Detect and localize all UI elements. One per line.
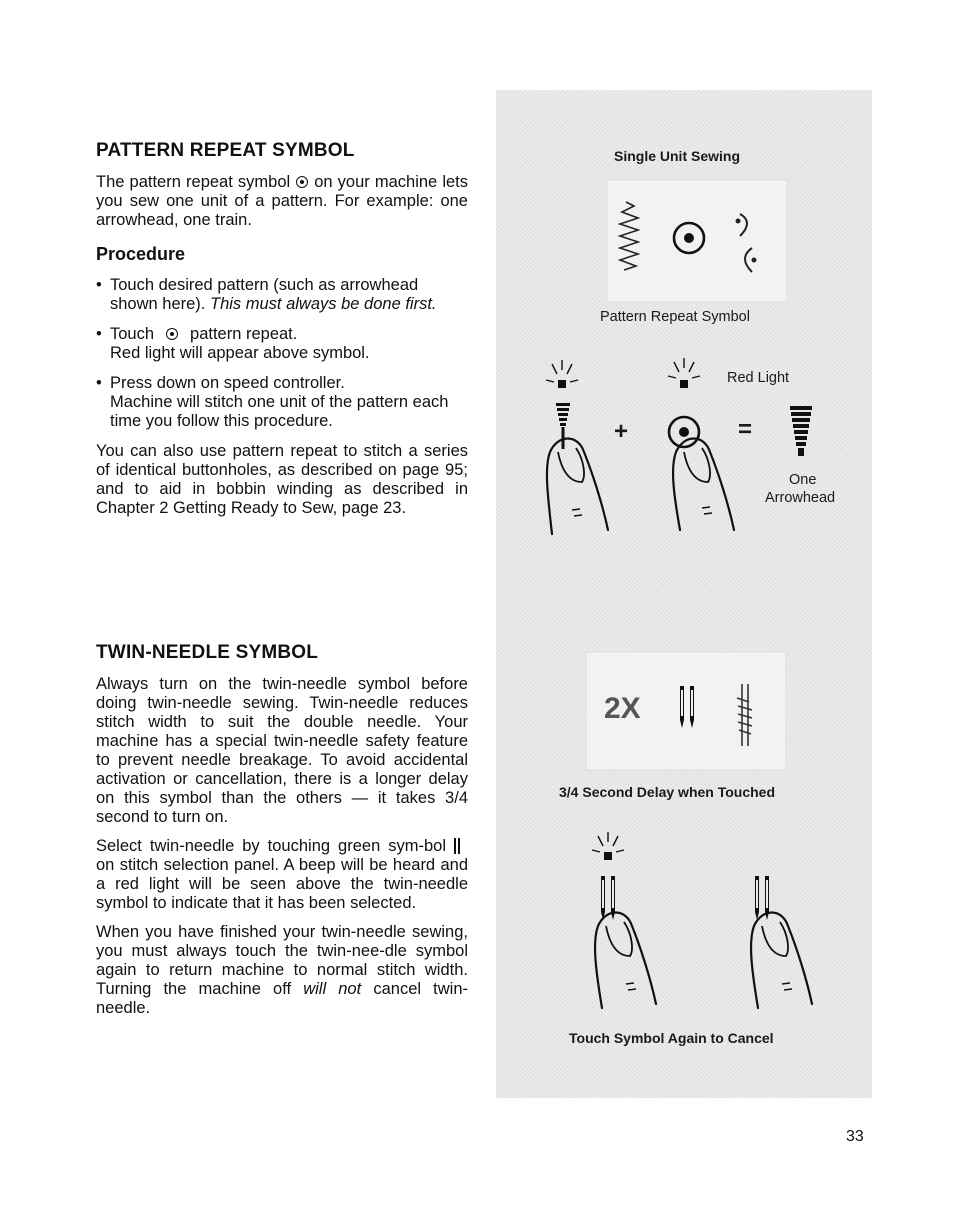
red-light-rays-icon: [546, 360, 578, 388]
procedure-step-3: • Press down on speed controller. Machine will stitch one unit of the pattern each time you follow this procedure.: [96, 374, 468, 431]
equals-sign: =: [738, 416, 753, 443]
red-light-label: Red Light: [727, 370, 790, 386]
twin-needle-inline-icon: [454, 838, 460, 854]
twin-needle-para-3: When you have finished your twin-needle sewing, you must always touch the twin-nee-dle symbol again to return machine to normal stitch width. Turning the machine off will not cancel twin-needle.: [96, 923, 469, 1017]
pattern-repeat-section: [96, 140, 468, 518]
procedure-list: [96, 276, 468, 431]
twin-needle-para-2: Select twin-needle by touching green sym-bolon stitch selection panel. A beep will be heard and a red light will be seen above the twin-needle symbol to indicate that it has been selected.: [96, 837, 468, 912]
pattern-repeat-intro: The pattern repeat symbol on your machine lets you sew one unit of a pattern. For example: one arrowhead, one train.: [96, 173, 469, 229]
delay-caption: 3/4 Second Delay when Touched: [559, 784, 776, 800]
single-arrowhead-result-icon: [790, 406, 812, 456]
red-light-rays-icon: [668, 358, 700, 388]
page-number: 33: [846, 1128, 864, 1145]
pattern-repeat-inline-icon: [296, 176, 308, 188]
twin-needle-section: [96, 642, 468, 1018]
pattern-repeat-heading: PATTERN REPEAT SYMBOL: [96, 140, 355, 161]
illustration-drawing: [496, 90, 872, 1098]
one-label: One: [789, 472, 817, 488]
finger-left-icon: [547, 439, 608, 535]
finger-twin-on-icon: [595, 913, 656, 1009]
pattern-repeat-inline-icon: [166, 328, 178, 340]
finger-twin-off-icon: [751, 913, 812, 1009]
twin-needle-heading: TWIN-NEEDLE SYMBOL: [96, 642, 319, 663]
illustration-panel: [496, 90, 872, 1098]
red-light-rays-icon: [592, 832, 624, 860]
single-unit-caption: Single Unit Sewing: [614, 148, 741, 164]
cancel-caption: Touch Symbol Again to Cancel: [569, 1030, 774, 1046]
arrowhead-label: Arrowhead: [765, 490, 836, 506]
twin-needle-para-1: Always turn on the twin-needle symbol before doing twin-needle sewing. Twin-needle reduces stitch width to suit the double needle. Your machine has a special twin-needle safety feature to prevent needle breakage. To avoid accidental activation or cancellation, there is a longer delay on this symbol than the others — it takes 3/4 second to turn on.: [96, 675, 468, 826]
procedure-heading: Procedure: [96, 244, 186, 264]
procedure-step-2: • Touch pattern repeat. Red light will appear above symbol.: [96, 325, 468, 363]
two-x-label: 2X: [604, 692, 641, 725]
pattern-repeat-caption: Pattern Repeat Symbol: [600, 309, 750, 325]
plus-sign: +: [614, 418, 629, 445]
procedure-step-1: • Touch desired pattern (such as arrowhead shown here). This must always be done first.: [96, 276, 468, 314]
pattern-repeat-closing: You can also use pattern repeat to stitch a series of identical buttonholes, as described on page 95; and to aid in bobbin winding as described in Chapter 2 Getting Ready to Sew, page 23.: [96, 442, 468, 517]
